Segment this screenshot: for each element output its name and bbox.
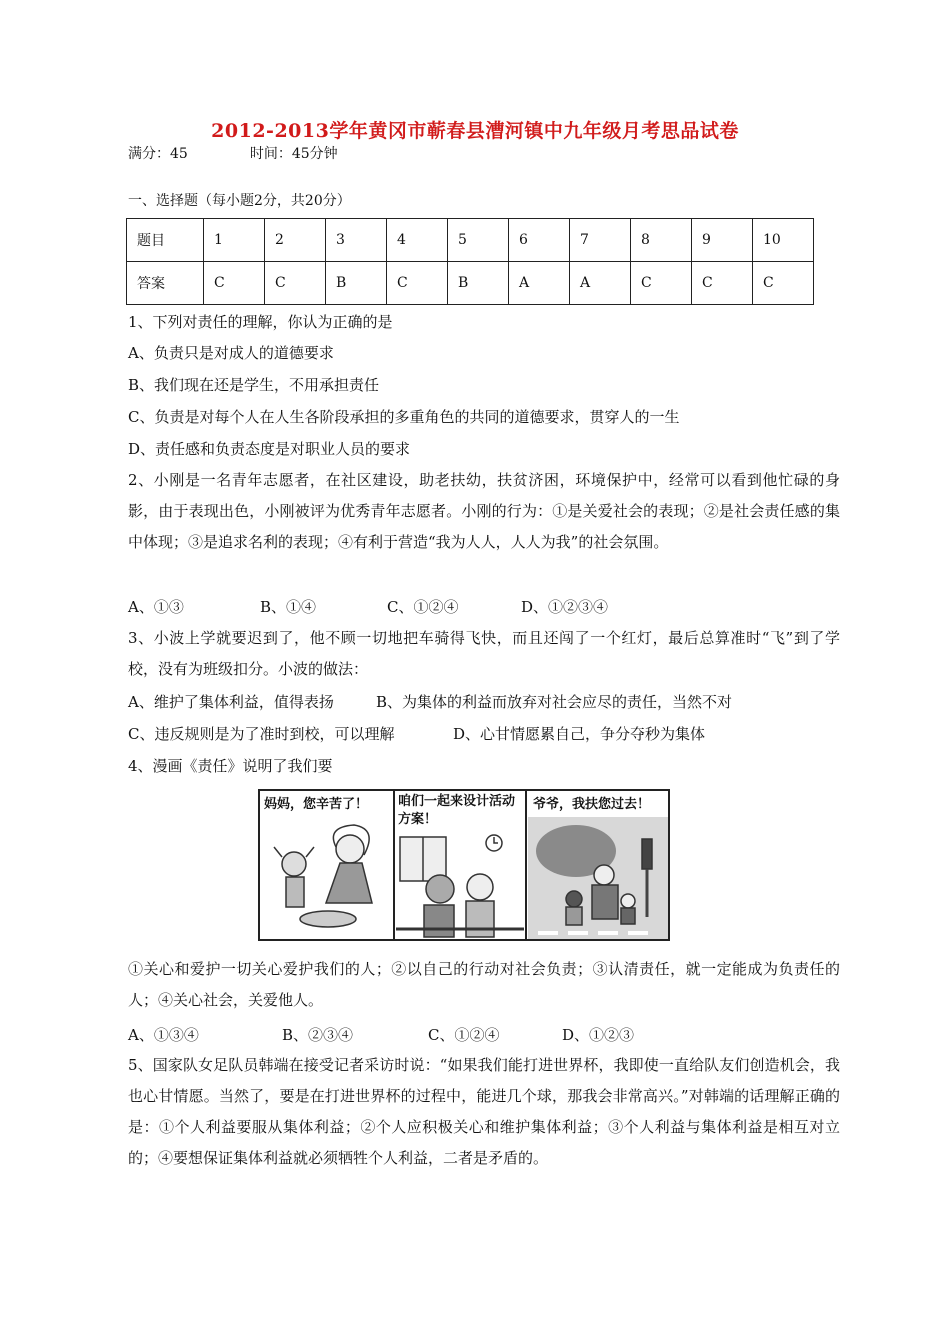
q2-option-b: B、①④ <box>260 598 317 616</box>
table-cell: 6 <box>509 219 570 262</box>
table-cell: 7 <box>570 219 631 262</box>
table-cell: 10 <box>753 219 814 262</box>
table-cell: 5 <box>448 219 509 262</box>
q2-option-a: A、①③ <box>128 598 184 616</box>
comic-panel-3-figure <box>528 817 668 939</box>
comic-caption-1: 妈妈，您辛苦了！ <box>264 797 369 812</box>
q3-options-ab <box>128 691 828 713</box>
q1-option-a: A、负责只是对成人的道德要求 <box>128 344 334 362</box>
q1-option-c: C、负责是对每个人在人生各阶段承担的多重角色的共同的道德要求，贯穿人的一生 <box>128 408 680 426</box>
table-cell: C <box>265 262 326 305</box>
table-cell: 2 <box>265 219 326 262</box>
exam-title: 2012-2013学年黄冈市蕲春县漕河镇中九年级月考思品试卷 <box>211 120 739 142</box>
table-cell: C <box>692 262 753 305</box>
table-cell: C <box>204 262 265 305</box>
q4-option-c: C、①②④ <box>428 1026 500 1044</box>
comic-caption-2: 咱们一起来设计活动方案！ <box>398 794 516 827</box>
section-heading: 一、选择题（每小题2分，共20分） <box>128 193 351 209</box>
table-row <box>127 219 814 262</box>
q4-options <box>128 1024 828 1046</box>
q3-option-b: B、为集体的利益而放弃对社会应尽的责任，当然不对 <box>376 693 733 711</box>
table-cell: C <box>753 262 814 305</box>
q3-option-d: D、心甘情愿累自己，争分夺秒为集体 <box>453 725 706 743</box>
table-cell: B <box>448 262 509 305</box>
q4-option-d: D、①②③ <box>562 1026 635 1044</box>
table-cell: 1 <box>204 219 265 262</box>
comic-caption-3: 爷爷，我扶您过去！ <box>533 797 651 812</box>
table-cell: A <box>570 262 631 305</box>
q3-stem: 3、小波上学就要迟到了，他不顾一切地把车骑得飞快，而且还闯了一个红灯，最后总算准时“飞”到了学校，没有为班级扣分。小波的做法： <box>128 629 840 678</box>
q3-option-a: A、维护了集体利益，值得表扬 <box>128 693 334 711</box>
q2-option-c: C、①②④ <box>387 598 459 616</box>
table-cell: 答案 <box>127 262 204 305</box>
q5-stem: 5、国家队女足队员韩端在接受记者采访时说：“如果我们能打进世界杯，我即使一直给队友们创造机会，我也心甘情愿。当然了，要是在打进世界杯的过程中，能进几个球，那我会非常高兴。”对韩端的话理解正确的是：①个人利益要服从集体利益；②个人应积极关心和维护集体利益；③个人利益与集体利益是相互对立的；④要想保证集体利益就必须牺牲个人利益，二者是矛盾的。 <box>128 1056 840 1167</box>
table-cell: 8 <box>631 219 692 262</box>
table-cell: C <box>387 262 448 305</box>
q1-stem: 1、下列对责任的理解，你认为正确的是 <box>128 313 393 331</box>
full-score: 满分：45 <box>128 146 188 162</box>
table-cell: C <box>631 262 692 305</box>
table-cell: A <box>509 262 570 305</box>
table-cell: B <box>326 262 387 305</box>
q4-statement: ①关心和爱护一切关心爱护我们的人；②以自己的行动对社会负责；③认清责任，就一定能成为负责任的人；④关心社会，关爱他人。 <box>128 960 840 1009</box>
table-cell: 题目 <box>127 219 204 262</box>
q4-stem: 4、漫画《责任》说明了我们要 <box>128 757 333 775</box>
exam-meta <box>128 143 338 163</box>
q1-option-d: D、责任感和负责态度是对职业人员的要求 <box>128 440 411 458</box>
q1-option-b: B、我们现在还是学生，不用承担责任 <box>128 376 380 394</box>
q3-options-cd <box>128 723 828 745</box>
q4-option-b: B、②③④ <box>282 1026 354 1044</box>
q3-option-c: C、违反规则是为了准时到校，可以理解 <box>128 725 395 743</box>
q2-options <box>128 596 828 618</box>
exam-time: 时间：45分钟 <box>249 146 338 162</box>
q2-option-d: D、①②③④ <box>521 598 609 616</box>
q2-stem: 2、小刚是一名青年志愿者，在社区建设，助老扶幼，扶贫济困，环境保护中，经常可以看到他忙碌的身影，由于表现出色，小刚被评为优秀青年志愿者。小刚的行为：①是关爱社会的表现；②是社会责任感的集中体现；③是追求名利的表现；④有利于营造“我为人人，人人为我”的社会氛围。 <box>128 471 840 551</box>
q4-option-a: A、①③④ <box>128 1026 199 1044</box>
table-cell: 9 <box>692 219 753 262</box>
table-row <box>127 262 814 305</box>
comic-illustration <box>258 789 670 941</box>
table-cell: 3 <box>326 219 387 262</box>
answer-table <box>126 218 814 305</box>
table-cell: 4 <box>387 219 448 262</box>
